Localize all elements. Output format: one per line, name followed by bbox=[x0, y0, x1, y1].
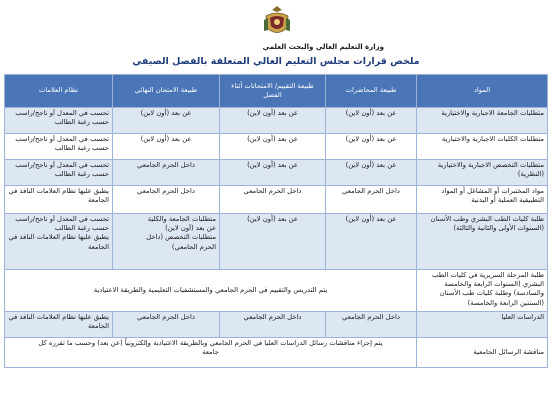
row-subject: طلبة كليات الطب البشري وطب الأسنان (السنوات الأولى والثانية والثالثة) bbox=[417, 214, 548, 270]
grading-line: الجامعة bbox=[88, 322, 109, 331]
row-assessment: عن بعد (أون لاين) bbox=[220, 160, 326, 186]
table-row bbox=[5, 186, 548, 214]
final-exam-line: متطلبات الجامعة والكلية bbox=[147, 215, 216, 223]
table-row bbox=[5, 134, 548, 160]
table-row bbox=[5, 160, 548, 186]
grading-line: حسب رغبة الطالب bbox=[54, 118, 109, 127]
column-header-grading: نظام العلامات bbox=[5, 75, 113, 108]
row-final-exam: عن بعد (أون لاين) bbox=[113, 134, 220, 160]
row-subject: متطلبات الجامعة الاجبارية والاختيارية bbox=[417, 108, 548, 134]
grading-line: يطبق عليها نظام العلامات النافذ في bbox=[8, 187, 109, 195]
column-header-subjects: المواد bbox=[417, 75, 548, 108]
row-grading bbox=[5, 160, 113, 186]
row-assessment: داخل الحرم الجامعي bbox=[220, 186, 326, 214]
row-assessment: عن بعد (أون لاين) bbox=[220, 214, 326, 270]
row-lectures: عن بعد (أون لاين) bbox=[326, 108, 417, 134]
row-final-exam bbox=[113, 214, 220, 270]
table-row bbox=[5, 214, 548, 270]
grading-line: الجامعة bbox=[88, 196, 109, 205]
final-exam-line: الحرم الجامعي) bbox=[171, 242, 216, 251]
column-header-lectures: طبيعة المحاضرات bbox=[326, 75, 417, 108]
grading-line: حسب رغبة الطالب bbox=[54, 144, 109, 153]
grading-line: يطبق عليها نظام العلامات النافذ في bbox=[8, 313, 109, 321]
row-subject: متطلبات التخصص الاجبارية والاختيارية (النظرية) bbox=[417, 160, 548, 186]
row-merged-note bbox=[5, 338, 417, 368]
row-final-exam: داخل الحرم الجامعي bbox=[113, 186, 220, 214]
final-exam-line: عن بعد (أون لاين) bbox=[165, 224, 216, 233]
grading-line: تحسب في المعدل أو ناجح/راسب bbox=[15, 215, 109, 223]
merged-line: جامعة bbox=[202, 348, 219, 357]
row-lectures: عن بعد (أون لاين) bbox=[326, 214, 417, 270]
coat-of-arms-icon bbox=[262, 4, 292, 38]
row-assessment: داخل الحرم الجامعي bbox=[220, 312, 326, 338]
row-grading bbox=[5, 214, 113, 270]
row-subject: طلبة المرحلة السريرية في كليات الطب البشري (السنوات الرابعة والخامسة والسادسة) وطلبة كليات طب الأسنان (السنتين الرابعة والخامسة) bbox=[417, 270, 548, 312]
row-subject: الدراسات العليا bbox=[417, 312, 548, 338]
row-subject: مناقشة الرسائل الجامعية bbox=[417, 338, 548, 368]
row-subject: مواد المختبرات أو المشاغل أو المواد التطبيقية العملية أو البدنية bbox=[417, 186, 548, 214]
grading-line: تحسب في المعدل أو ناجح/راسب bbox=[15, 135, 109, 143]
row-lectures: داخل الحرم الجامعي bbox=[326, 312, 417, 338]
row-lectures: داخل الحرم الجامعي bbox=[326, 186, 417, 214]
grading-line: تحسب في المعدل أو ناجح/راسب bbox=[15, 161, 109, 169]
row-subject: متطلبات الكليات الاجبارية والاختيارية bbox=[417, 134, 548, 160]
grading-line: يطبق عليها نظام العلامات النافذ في bbox=[8, 233, 109, 242]
column-header-assessment: طبيعة التقييم/ الامتحانات أثناء الفصل bbox=[220, 75, 326, 108]
row-merged-note: يتم التدريس والتقييم في الحرم الجامعي والمستشفيات التعليمية والطريقة الاعتيادية bbox=[5, 270, 417, 312]
row-grading bbox=[5, 108, 113, 134]
table-row bbox=[5, 108, 548, 134]
column-header-final-exam: طبيعة الامتحان النهائي bbox=[113, 75, 220, 108]
row-assessment: عن بعد (أون لاين) bbox=[220, 134, 326, 160]
ministry-name: وزارة التعليم العالي والبحث العلمي bbox=[262, 43, 384, 51]
table-row-graduate bbox=[5, 312, 548, 338]
grading-line: تحسب في المعدل أو ناجح/راسب bbox=[15, 109, 109, 117]
row-assessment: عن بعد (أون لاين) bbox=[220, 108, 326, 134]
merged-line: يتم إجراء مناقشات رسائل الدراسات العليا في الحرم الجامعي وبالطريقة الاعتيادية وإلكترونياً (عن بعد) وحسب ما تقرره كل bbox=[38, 339, 383, 347]
grading-line: الجامعة bbox=[88, 242, 109, 251]
table-row-thesis bbox=[5, 338, 548, 368]
row-grading bbox=[5, 134, 113, 160]
row-grading bbox=[5, 186, 113, 214]
row-lectures: عن بعد (أون لاين) bbox=[326, 134, 417, 160]
grading-line: حسب رغبة الطالب bbox=[54, 224, 109, 233]
grading-line: حسب رغبة الطالب bbox=[54, 170, 109, 179]
table-header-row bbox=[5, 75, 548, 108]
table-row-clinical bbox=[5, 270, 548, 312]
final-exam-line: متطلبات التخصص (داخل bbox=[146, 233, 216, 242]
row-final-exam: عن بعد (أون لاين) bbox=[113, 108, 220, 134]
row-grading bbox=[5, 312, 113, 338]
row-final-exam: داخل الحرم الجامعي bbox=[113, 160, 220, 186]
page-title: ملخص قرارات مجلس التعليم العالي المتعلقة بالفصل الصيفي bbox=[132, 56, 420, 67]
row-lectures: عن بعد (أون لاين) bbox=[326, 160, 417, 186]
row-final-exam: داخل الحرم الجامعي bbox=[113, 312, 220, 338]
decisions-table bbox=[4, 74, 548, 368]
